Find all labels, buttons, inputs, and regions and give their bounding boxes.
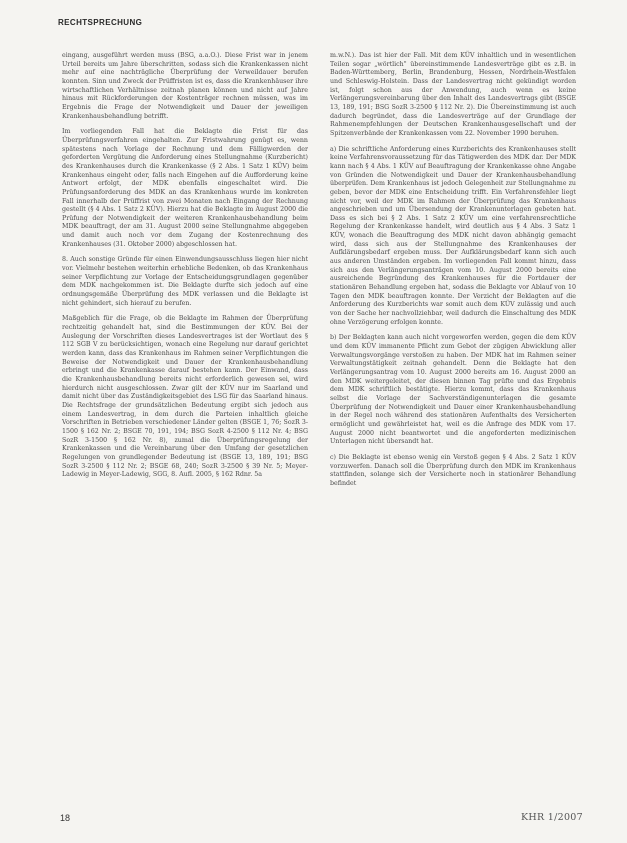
paragraph: Im vorliegenden Fall hat die Beklagte die Frist für das Überprüfungsverfahren eingehalten. Zur Fristwahrung genügt es, wenn spätestens nach Vorlage der Rechnung und dem Fälligwerden der geforderten Vergütung die Anforderung eines Stellungnahme (Kurzbericht) des Krankenhauses durch die Krankenkasse (§ 2 Abs. 1 Satz 1 KÜV) beim Krankenhaus eingeht oder, falls nach Eingehen auf die Aufforderung keine Antwort erfolgt, der MDK ebenfalls eingeschaltet wird. Die Prüfungsanforderung des MDK an das Krankenhaus wurde im konkreten Fall innerhalb der Prüffrist von zwei Monaten nach Eingang der Rechnung gestellt (§ 4 Abs. 1 Satz 2 KÜV). Hierzu hat die Beklagte im August 2000 die Prüfung der Notwendigkeit der weiteren Krankenhausbehandlung beim MDK beauftragt, der am 31. August 2000 seine Stellungnahme abgegeben und damit auch noch vor dem Zugang der Kostenrechnung des Krankenhauses (31. Oktober 2000) abgeschlossen hat. [62, 128, 308, 248]
right-column [330, 52, 576, 496]
paragraph: c) Die Beklagte ist ebenso wenig ein Verstoß gegen § 4 Abs. 2 Satz 1 KÜV vorzuwerfen. Danach soll die Überprüfung durch den MDK im Krankenhaus stattfinden, solange sich der Versicherte noch in stationärer Behandlung befindet [330, 453, 576, 487]
paragraph: 8. Auch sonstige Gründe für einen Einwendungsausschluss liegen hier nicht vor. Vielmehr bestehen weiterhin erhebliche Bedenken, ob das Krankenhaus seiner Verpflichtung zur Vorlage der Entscheidungsgrundlagen gegenüber dem MDK nachgekommen ist. Die Beklagte durfte sich jedoch auf eine ordnungsgemäße Überprüfung des MDK verlassen und die Beklagte ist nicht gehindert, sich hierauf zu berufen. [62, 256, 308, 307]
left-column [62, 52, 308, 487]
paragraph: Maßgeblich für die Frage, ob die Beklagte im Rahmen der Überprüfung rechtzeitig gehandelt hat, sind die Bestimmungen der KÜV. Bei der Auslegung der Vorschriften dieses Landesvertrages ist der Wortlaut des § 112 SGB V zu berücksichtigen, wonach eine Regelung nur darauf gerichtet werden kann, dass das Krankenhaus im Rahmen seiner Verpflichtungen die Beweise der Notwendigkeit und Dauer der Krankenhausbehandlung erbringt und die Krankenkasse darauf bestehen kann. Der Einwand, dass die Krankenhausbehandlung bereits nicht erforderlich gewesen sei, wird hierdurch nicht ausgeschlossen. Zwar gilt der KÜV nur im Saarland und damit nicht über das Zuständigkeitsgebiet des LSG für das Saarland hinaus. Die Rechtsfrage der grundsätzlichen Bedeutung ergibt sich jedoch aus einem Landesvertrag, in dem durch die Parteien inhaltlich gleiche Vorschriften in Betrieben verschiedener Länder gelten (BSGE 1, 76; SozR 3-1500 § 162 Nr. 2; BSGE 70, 191, 194; BSG SozR 4-2500 § 112 Nr. 4; BSG SozR 3-1500 § 162 Nr. 8), zumal die Überprüfungsregelung der Krankenkassen und die Vereinbarung über den Umfang der gesetzlichen Regelungen von grundlegender Bedeutung ist (BSGE 13, 189, 191; BSG SozR 3-2500 § 112 Nr. 2; BSGE 68, 240; SozR 3-2500 § 39 Nr. 5; Meyer-Ladewig in Meyer-Ladewig, SGG, 8. Aufl. 2005, § 162 Rdnr. 5a [62, 315, 308, 479]
paragraph: a) Die schriftliche Anforderung eines Kurzberichts des Krankenhauses stellt keine Verfahrensvoraussetzung für das Tätigwerden des MDK dar. Der MDK kann nach § 4 Abs. 1 KÜV auf Beauftragung der Krankenkasse ohne Angabe von Gründen die Notwendigkeit und Dauer der Krankenhausbehandlung überprüfen. Dem Krankenhaus ist jedoch Gelegenheit zur Stellungnahme zu geben, bevor der MDK eine Entscheidung trifft. Ein Verfahrensfehler liegt nicht vor, weil der MDK im Rahmen der Überprüfung das Krankenhaus angeschrieben und um Übersendung der Krankenunterlagen gebeten hat. Dass es sich bei § 2 Abs. 1 Satz 2 KÜV um eine verfahrensrechtliche Regelung der Krankenkasse handelt, wird deutlich aus § 4 Abs. 3 Satz 1 KÜV, wonach die Beauftragung des MDK nicht davon abhängig gemacht wird, dass sich aus der Stellungnahme des Krankenhauses der Aufklärungsbedarf ergeben muss. Der Aufklärungsbedarf kann sich auch aus anderen Umständen ergeben. Im vorliegenden Fall kommt hinzu, dass sich aus den Verlängerungsanträgen vom 10. August 2000 bereits eine ausreichende Begründung des Krankenhauses für die Fortdauer der stationären Behandlung ergeben hat, sodass die Beklagte vor Ablauf von 10 Tagen den MDK beauftragen konnte. Der Verzicht der Beklagten auf die Anforderung des Kurzberichts war somit auch dem KÜV zulässig und auch von der Sache her nachvollziehbar, weil dadurch die Einschaltung des MDK ohne Verzögerung erfolgen konnte. [330, 145, 576, 326]
page-number: 18 [60, 813, 71, 823]
paragraph: eingang, ausgeführt werden muss (BSG, a.a.O.). Diese Frist war in jenem Urteil bereits um Jahre überschritten, sodass sich die Krankenkassen nicht mehr auf eine nachträgliche Überprüfung der Verweildauer berufen konnten. Sinn und Zweck der Prüffristen ist es, dass die Krankenhäuser ihre wirtschaftlichen Verhältnisse zeitnah planen können und nicht auf Jahre hinaus mit Rückforderungen der Kostenträger rechnen müssen, was im Ergebnis die Frage der Notwendigkeit und Dauer der jeweiligen Krankenhausbehandlung betrifft. [62, 52, 308, 120]
paragraph: m.w.N.). Das ist hier der Fall. Mit dem KÜV inhaltlich und in wesentlichen Teilen sogar „wörtlich" übereinstimmende Landesverträge gibt es z.B. in Baden-Württemberg, Berlin, Brandenburg, Hessen, Nordrhein-Westfalen und Schleswig-Holstein. Dass der Landesvertrag nicht gekündigt worden ist, folgt schon aus der Anwendung, auch wenn es keine Verlängerungsvereinbarung über den Inhalt des Landesvertrags gibt (BSGE 13, 189, 191; BSG SozR 3-2500 § 112 Nr. 2). Die Übereinstimmung ist auch dadurch begründet, dass die Landesverträge auf der Grundlage der Rahmenempfehlungen der Deutschen Krankenhausgesellschaft und der Spitzenverbände der Krankenkassen vom 22. November 1990 beruhen. [330, 52, 576, 137]
section-header: RECHTSPRECHUNG [58, 18, 143, 27]
paragraph: b) Der Beklagten kann auch nicht vorgeworfen werden, gegen die dem KÜV und dem KÜV immanente Pflicht zum Gebot der zügigen Abwicklung aller Verwaltungsvorgänge verstoßen zu haben. Der MDK hat im Rahmen seiner Verwaltungstätigkeit zeitnah gehandelt. Denn die Beklagte hat den Verlängerungsantrag vom 10. August 2000 bereits am 16. August 2000 an den MDK weitergeleitet, der diesen binnen Tag prüfte und das Ergebnis dem MDK schriftlich bestätigte. Hierzu kommt, dass das Krankenhaus selbst die Vorlage der Sachverständigenunterlagen die gesamte Überprüfung der Notwendigkeit und Dauer einer Krankenhausbehandlung in der Regel noch während des stationären Aufenthalts des Versicherten ermöglicht und gewährleistet hat, weil es die Anfrage des MDK vom 17. August 2000 nicht beantwortet und die angeforderten medizinischen Unterlagen nicht übersandt hat. [330, 334, 576, 446]
journal-reference: KHR 1/2007 [521, 812, 583, 823]
